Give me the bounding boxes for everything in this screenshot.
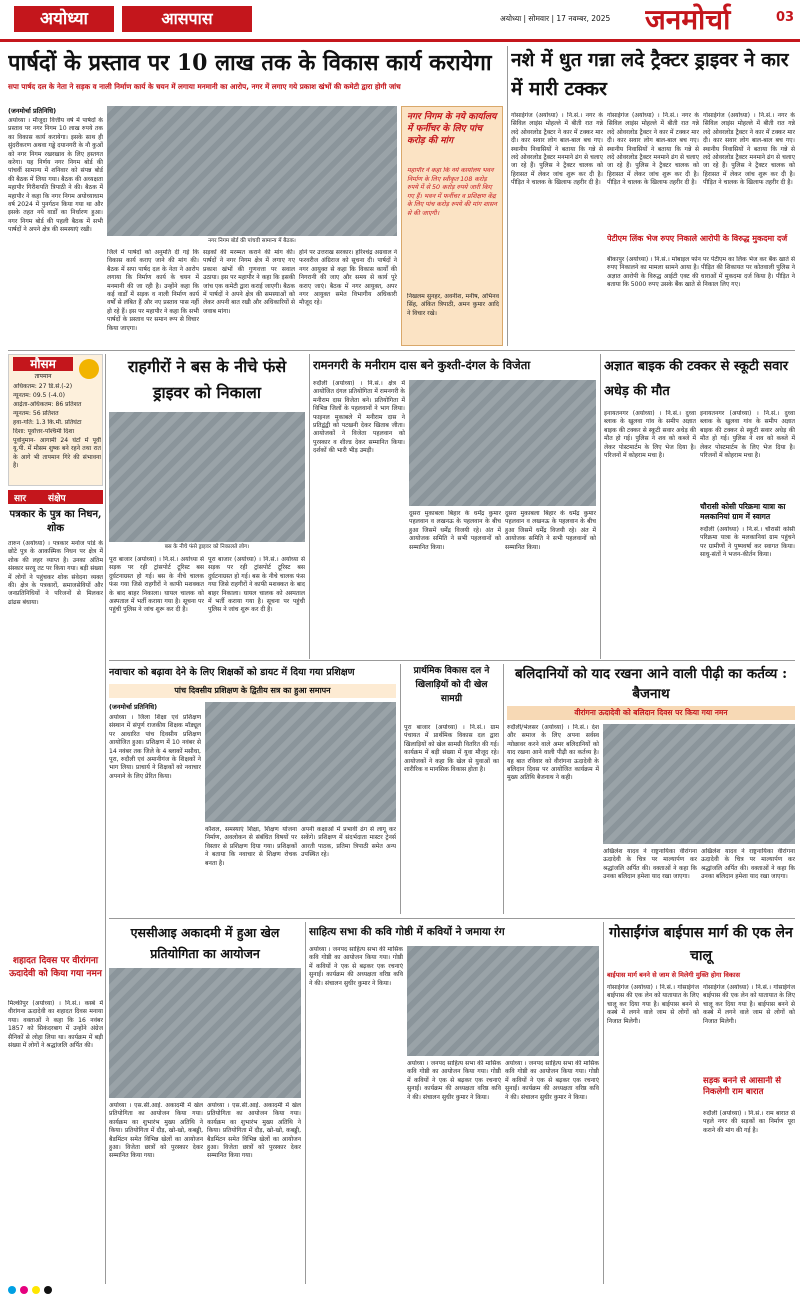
magenta-registration-mark: [20, 1286, 28, 1294]
a4-body-col2: दूसरा मुकाबला बिहार के धर्मेंद्र कुमार पहलवान व लखनऊ के पहलवान के बीच हुआ जिसमें धर्मेंद्र विजयी रहे। अंत में आयोजक समिति ने सभी पहलवानों को सम्मानित किया।: [409, 510, 501, 551]
furniture-box-text: महापौर ने कहा कि नये कार्यालय भवन निर्माण के लिए स्वीकृत 108 करोड़ रुपये में से 50 करोड़ रुपये जारी किए गए हैं। भवन में फर्नीचर व प्रशिक्षण केंद्र के लिए पांच करोड़ रुपये की मांग शासन से की जाएगी।: [407, 167, 497, 217]
a10-body-col1: अयोध्या । जनपद साहित्य सभा की मासिक कवि गोष्ठी का आयोजन किया गया। गोष्ठी में कवियों ने एक से बढ़कर एक रचनाएं सुनाईं। कार्यक्रम की अध्यक्षता वरिष्ठ कवि ने की। संचालन सुधीर कुमार ने किया।: [309, 946, 403, 987]
weather-line: दिशा: पूर्वोत्तर-पश्चिमी दिशा: [13, 428, 75, 435]
furniture-box-title: नगर निगम के नये कार्यालय में फर्नीचर के लिए पांच करोड़ की मांग: [407, 112, 497, 146]
weather-subtitle: तापमान: [34, 373, 52, 380]
a3-photo: [109, 412, 305, 542]
a6-body-col1: अयोध्या । जिला शिक्षा एवं प्रशिक्षण संस्थान में संपूर्ण राजकीय शिक्षक मॉड्यूल पर आधारित पांच दिवसीय प्रशिक्षण आयोजित हुआ। प्रशिक्षण में 10 नवंबर से 14 नवंबर तक जिले के 4 ब्लाकों मसौधा, पूरा, रुदौली एवं अमानीगंज के शिक्षकों ने भाग लिया। प्राचार्य ने शिक्षकों को नवाचार अपनाने के लिए प्रेरित किया।: [109, 714, 201, 780]
a3-body-col2: पूरा बाजार (अयोध्या) । नि.सं.। अयोध्या से सड़क पर रही ट्रांसपोर्ट टूरिस्ट बस दुर्घटनाग्रस्त हो गई। बस के नीचे चालक फंस गया जिसे राहगीरों ने काफी मशक्कत के बाद बाहर निकाला। घायल चालक को अस्पताल में भर्ती कराया गया है। सूचना पर पहुंची पुलिस ने जांच शुरू कर दी है।: [208, 556, 305, 614]
page-number: 03: [776, 10, 795, 25]
a3-body-col1: पूरा बाजार (अयोध्या) । नि.सं.। अयोध्या से सड़क पर रही ट्रांसपोर्ट टूरिस्ट बस दुर्घटनाग्रस्त हो गई। बस के नीचे चालक फंस गया जिसे राहगीरों ने काफी मशक्कत के बाद बाहर निकाला। घायल चालक को अस्पताल में भर्ती कराया गया है। सूचना पर पहुंची पुलिस ने जांच शुरू कर दी है।: [109, 556, 204, 614]
a8-body-col2: अखिलेश यादव ने राष्ट्रनायिका वीरांगना ऊदादेवी के चित्र पर माल्यार्पण कर श्रद्धांजलि अर्पित की। वक्ताओं ने कहा कि उनका बलिदान हमेशा याद रखा जाएगा।: [603, 848, 697, 881]
a5-headline: अज्ञात बाइक की टक्कर से स्कूटी सवार अधेड़ की मौत: [604, 359, 789, 399]
dateline: अयोध्या | सोमवार | 17 नवम्बर, 2025: [500, 14, 611, 23]
a6-body-col3: अपनी कक्षाओं में प्रभावी ढंग से लागू कर सकेंगे। प्रशिक्षण में संदर्भदाता मास्टर ट्रेनर्स आरती पाठक, प्रतिमा त्रिपाठी समेत अन्य उपस्थित रहे।: [301, 826, 396, 859]
a11-subheadline: बाईपास मार्ग बनने से जाम से मिलेगी मुक्ति होगा विकास: [607, 971, 740, 979]
a8-strip: वीरांगना ऊदादेवी को बलिदान दिवस पर किया गया नमन: [507, 706, 795, 720]
a3-headline: राहगीरों ने बस के नीचे फंसे ड्राइवर को निकाला: [127, 357, 287, 402]
a5-body-col1: इनायतनगर (अयोध्या) । नि.सं.। दुध्वा ब्लाक के खुलवा गांव के समीप अज्ञात बाइक की टक्कर से स्कूटी सवार अधेड़ की मौत हो गई। पुलिस ने शव को कब्जे में लेकर पोस्टमार्टम के लिए भेज दिया है। परिजनों में कोहराम मचा है।: [604, 410, 696, 460]
a3-photo-caption: बस के नीचे फंसे ड्राइवर को निकालते लोग।: [109, 542, 305, 552]
a1-body-col3: सड़कों की मरम्मत कराने की मांग की। पार्षदों ने नगर निगम क्षेत्र में लगाए गए प्रकाश खंभों की गुणवत्ता पर सवाल उठाया। इस पर महापौर ने कहा कि इसकी जांच एक कमेटी द्वारा कराई जाएगी। बैठक में पार्षदों ने अपने क्षेत्र की समस्याओं को लेकर अपनी बात रखी और अधिकारियों से जवाब मांगा।: [203, 249, 295, 315]
section-label-ayodhya: अयोध्या: [14, 6, 114, 32]
page-header: [0, 0, 800, 42]
a8-photo: [603, 724, 795, 844]
a4-body-col1: रुदौली (अयोध्या) । नि.सं.। क्षेत्र में आयोजित दंगल प्रतियोगिता में रामनगरी के मनीराम दास विजेता बने। प्रतियोगिता में विभिन्न जिलों के पहलवानों ने भाग लिया। फाइनल मुकाबले में मनीराम दास ने प्रतिद्वंद्वी को पटखनी देकर खिताब जीता। आयोजकों ने विजेता पहलवान को पुरस्कार व शील्ड देकर सम्मानित किया। दर्शकों की भारी भीड़ उमड़ी।: [313, 380, 405, 455]
a6-subheadline: पांच दिवसीय प्रशिक्षण के द्वितीय सत्र का हुआ समापन: [109, 684, 396, 698]
weather-box: [8, 354, 103, 486]
a10-photo: [407, 946, 599, 1056]
yellow-registration-mark: [32, 1286, 40, 1294]
furniture-box-tail: निखलम सुनहर, अवनीश, मनीष, अभिनव सिंह, अंकित त्रिपाठी, अमन कुमार आदि ने विचार रखे।: [407, 293, 499, 317]
sar-label: सार: [14, 494, 27, 503]
a9-body-col1: अयोध्या । एस.सी.आई. अकादमी में खेल प्रतियोगिता का आयोजन किया गया। कार्यक्रम का शुभारंभ मुख्य अतिथि ने किया। प्रतियोगिता में दौड़, खो-खो, कबड्डी, बैडमिंटन समेत विभिन्न खेलों का आयोजन हुआ। विजेता छात्रों को पुरस्कार देकर सम्मानित किया गया।: [109, 1102, 203, 1160]
sar-label-bar: [8, 490, 103, 504]
cyan-registration-mark: [8, 1286, 16, 1294]
a2-body-col3: गोसाईगंज (अयोध्या) । नि.सं.। नगर के सिविल लाइंस मोहल्ले में बीती रात गन्ने लदे ओवरलोड ट्रैक्टर ने कार में टक्कर मार दी। कार सवार लोग बाल-बाल बच गए। स्थानीय निवासियों ने बताया कि गन्ने से लदे ओवरलोड ट्रैक्टर मनमाने ढंग से चलाए जा रहे हैं। पुलिस ने ट्रैक्टर चालक को हिरासत में लेकर जांच शुरू कर दी है। पीड़ित ने चालक के खिलाफ तहरीर दी है।: [703, 112, 795, 187]
a11-body-col1: गोसाईगंज (अयोध्या) । नि.सं.। गोसाईगंज बाईपास की एक लेन को यातायात के लिए चालू कर दिया गया है। बाईपास बनने से कस्बे में लगने वाले जाम से लोगों को निजात मिलेगी।: [607, 984, 699, 1025]
sun-icon: [79, 359, 99, 379]
a1-photo: [107, 106, 397, 236]
a10-body-col2: अयोध्या । जनपद साहित्य सभा की मासिक कवि गोष्ठी का आयोजन किया गया। गोष्ठी में कवियों ने एक से बढ़कर एक रचनाएं सुनाईं। कार्यक्रम की अध्यक्षता वरिष्ठ कवि ने की। संचालन सुधीर कुमार ने किया।: [407, 1060, 501, 1101]
section-label-nearby: आसपास: [122, 6, 252, 32]
weather-title: मौसम: [13, 357, 73, 371]
a2-body-col2: गोसाईगंज (अयोध्या) । नि.सं.। नगर के सिविल लाइंस मोहल्ले में बीती रात गन्ने लदे ओवरलोड ट्रैक्टर ने कार में टक्कर मार दी। कार सवार लोग बाल-बाल बच गए। स्थानीय निवासियों ने बताया कि गन्ने से लदे ओवरलोड ट्रैक्टर मनमाने ढंग से चलाए जा रहे हैं। पुलिस ने ट्रैक्टर चालक को हिरासत में लेकर जांच शुरू कर दी है। पीड़ित ने चालक के खिलाफ तहरीर दी है।: [607, 112, 699, 187]
a7-body: पूरा बाजार (अयोध्या) । नि.सं.। ग्राम पंचायत में प्रार्थमिक विकास दल द्वारा खिलाड़ियों को खेल सामग्री वितरित की गई। कार्यक्रम में बड़ी संख्या में युवा मौजूद रहे। आयोजकों ने कहा कि खेल से युवाओं का शारीरिक व मानसिक विकास होता है।: [404, 724, 499, 774]
a4-body-col3: दूसरा मुकाबला बिहार के धर्मेंद्र कुमार पहलवान व लखनऊ के पहलवान के बीच हुआ जिसमें धर्मेंद्र विजयी रहे। अंत में आयोजक समिति ने सभी पहलवानों को सम्मानित किया।: [505, 510, 596, 551]
sar-h2: शहादत दिवस पर वीरांगना ऊदादेवी को किया गया नमन: [9, 956, 102, 979]
furniture-box: [401, 106, 503, 346]
a6-photo: [205, 702, 396, 822]
a1-body-col4: होने पर उत्तराख सरकार। हरिश्चंद्र अग्रवाल ने फरवरीज अंग्रिराज को सूचना दी। पार्षदों ने नगर आयुक्त से कहा कि विकास कार्यों की निगरानी की जाए और समय से कार्य पूरे कराए जाएं। बैठक में नगर आयुक्त, अपर नगर आयुक्त समेत विभागीय अधिकारी मौजूद रहे।: [299, 249, 397, 307]
a11-h2: सड़क बनने से आसानी से निकलेगी राम बारात: [703, 1076, 781, 1097]
a11-headline: गोसाईंगंज बाईपास मार्ग की एक लेन चालू: [609, 925, 793, 964]
masthead: जनमोर्चा: [645, 3, 731, 36]
sar-h1: पत्रकार के पुत्र का निधन, शोक: [9, 509, 102, 534]
weather-line: आर्द्रता-अधिकतम: 86 प्रतिशत: [13, 401, 82, 408]
a1-photo-caption: नगर निगम बोर्ड की पांचवी सामान्य में बैठक।: [107, 236, 397, 246]
a7-headline: प्रार्थमिक विकास दल ने खिलाड़ियों को दी खेल सामग्री: [413, 666, 490, 704]
a10-headline: साहित्य सभा की कवि गोष्ठी में कवियों ने जमाया रंग: [309, 926, 505, 938]
a6-headline: नवाचार को बढ़ावा देने के लिए शिक्षकों को डायट में दिया गया प्रशिक्षण: [109, 667, 355, 678]
a2b-body: बीकापुर (अयोध्या) । नि.सं.। मोबाइल फोन पर पेटीएम का लिंक भेज कर बैंक खाते से रुपए निकालने का मामला सामने आया है। पीड़ित की शिकायत पर कोतवाली पुलिस ने अज्ञात आरोपी के विरुद्ध आईटी एक्ट की धाराओं में मुकदमा दर्ज किया है। पीड़ित ने बताया कि 5000 रुपए उसके बैंक खाते से निकाल लिए गए।: [607, 256, 795, 289]
a5-body-col2: इनायतनगर (अयोध्या) । नि.सं.। दुध्वा ब्लाक के खुलवा गांव के समीप अज्ञात बाइक की टक्कर से स्कूटी सवार अधेड़ की मौत हो गई। पुलिस ने शव को कब्जे में लेकर पोस्टमार्टम के लिए भेज दिया है। परिजनों में कोहराम मचा है।: [700, 410, 795, 460]
a6-byline: (जनमोर्चा प्रतिनिधि): [109, 703, 158, 711]
print-registration-bar: [0, 1286, 800, 1295]
weather-line: अधिकतम: 27 डि.से.(-2): [13, 383, 73, 390]
a8-body-col3: अखिलेश यादव ने राष्ट्रनायिका वीरांगना ऊदादेवी के चित्र पर माल्यार्पण कर श्रद्धांजलि अर्पित की। वक्ताओं ने कहा कि उनका बलिदान हमेशा याद रखा जाएगा।: [701, 848, 795, 881]
a9-photo: [109, 968, 301, 1098]
a8-headline: बलिदानियों को याद रखना आने वाली पीढ़ी का कर्तव्य : बैजनाथ: [514, 666, 788, 702]
weather-line: हवा-गति: 1.3 कि.मी. प्रतिघंटा: [13, 419, 82, 426]
a5b-headline: चौरासी कोसी परिक्रमा यात्रा का मलकानियां ग्राम में स्वागत: [700, 502, 786, 521]
a1-subheadline: सपा पार्षद दल के नेता ने सड़क व नाली निर्माण कार्य के चयन में लगाया मनमानी का आरोप, नगर में लगाए गये प्रकाश खंभों की कमेटी द्वारा होगी जांच: [8, 82, 401, 91]
weather-line: न्यूनतम: 56 प्रतिशत: [13, 410, 59, 417]
a4-photo: [409, 380, 596, 506]
black-registration-mark: [44, 1286, 52, 1294]
sar-b2: मिल्कीपुर (अयोध्या) । नि.सं.। कस्बे में वीरांगना ऊदादेवी का शहादत दिवस मनाया गया। वक्ताओं ने कहा कि 16 नवंबर 1857 को सिकंदरबाग में उन्होंने अंग्रेज सैनिकों से लोहा लिया था। कार्यक्रम में बड़ी संख्या में लोगों ने श्रद्धांजलि अर्पित की।: [8, 1000, 103, 1050]
a11-body-col2: गोसाईगंज (अयोध्या) । नि.सं.। गोसाईगंज बाईपास की एक लेन को यातायात के लिए चालू कर दिया गया है। बाईपास बनने से कस्बे में लगने वाले जाम से लोगों को निजात मिलेगी।: [703, 984, 795, 1025]
a9-body-col2: अयोध्या । एस.सी.आई. अकादमी में खेल प्रतियोगिता का आयोजन किया गया। कार्यक्रम का शुभारंभ मुख्य अतिथि ने किया। प्रतियोगिता में दौड़, खो-खो, कबड्डी, बैडमिंटन समेत विभिन्न खेलों का आयोजन हुआ। विजेता छात्रों को पुरस्कार देकर सम्मानित किया गया।: [207, 1102, 301, 1160]
sankshep-label: संक्षेप: [48, 494, 66, 503]
a4-headline: रामनगरी के मनीराम दास बने कुश्ती-दंगल के विजेता: [313, 358, 531, 372]
a5b-body: रुदौली (अयोध्या) । नि.सं.। चौरासी कोसी परिक्रमा यात्रा के मलकानियां ग्राम पहुंचने पर ग्रामीणों ने पुष्पवर्षा कर स्वागत किया। साधु-संतों ने भजन-कीर्तन किया।: [700, 526, 795, 559]
a2b-headline: पेटीएम लिंक भेज रुपए निकाले आरोपी के विरुद्ध मुकदमा दर्ज: [607, 234, 788, 243]
a9-headline: एससीआइ अकादमी में हुआ खेल प्रतियोगिता का आयोजन: [130, 925, 280, 961]
a2-body-col1: गोसाईगंज (अयोध्या) । नि.सं.। नगर के सिविल लाइंस मोहल्ले में बीती रात गन्ने लदे ओवरलोड ट्रैक्टर ने कार में टक्कर मार दी। कार सवार लोग बाल-बाल बच गए। स्थानीय निवासियों ने बताया कि गन्ने से लदे ओवरलोड ट्रैक्टर मनमाने ढंग से चलाए जा रहे हैं। पुलिस ने ट्रैक्टर चालक को हिरासत में लेकर जांच शुरू कर दी है। पीड़ित ने चालक के खिलाफ तहरीर दी है।: [511, 112, 603, 187]
weather-forecast: पूर्वानुमान- आगामी 24 घंटों में पूर्वी यू.पी. में मौसम शुष्क बने रहने तथा रात के आगे भी तापमान गिरे की संभावना है।: [13, 437, 101, 470]
a1-body-col2: जिले में पार्षदों को अनुमति दी गई कि विकास कार्य कराए जाने की मांग की। बैठक में सपा पार्षद दल के नेता ने आरोप लगाया कि निर्माण कार्य के चयन में मनमानी की जा रही है। उन्होंने कहा कि कई वार्डों में सड़क व नाली निर्माण कार्य वर्षों से लंबित हैं और नए प्रस्ताव पास नहीं हो रहे हैं। इस पर महापौर ने कहा कि सभी पार्षदों के प्रस्ताव पर समान रूप से विचार किया जाएगा।: [107, 249, 199, 332]
a1-byline: (जनमोर्चा प्रतिनिधि): [8, 107, 57, 115]
a11-b2: रुदौली (अयोध्या) । नि.सं.। राम बारात से पहले नगर की सड़कों का निर्माण पूरा कराने की मांग की गई है।: [703, 1110, 795, 1134]
a2-headline: नशे में धुत गन्ना लदे ट्रैक्टर ड्राइवर ने कार में मारी टक्कर: [511, 49, 789, 100]
a1-headline: पार्षदों के प्रस्ताव पर 10 लाख तक के विकास कार्य करायेगा: [8, 50, 492, 76]
weather-line: न्यूनतम: 09.5 (-4.0): [13, 392, 65, 399]
a1-body-col1: अयोध्या । मौजूदा वित्तीय वर्ष में पार्षदों के प्रस्ताव पर नगर निगम 10 लाख रुपये तक का विकास कार्य करायेगा। इसके साथ ही सुंदरीकरण अथवा गड्ढे दयानगरी के नौ कुओं को नगर निगम रखरखाव के लिए हस्तगत करेगा। यह निर्णय नगर निगम बोर्ड की पांचवीं सामान्य में शनिवार को संपन्न बोर्ड की बैठक में लिया गया। बैठक की अध्यक्षता महापौर गिरीशपति त्रिपाठी ने की। बैठक में महापौर ने कहा कि नगर निगम अयोध्याधाम वर्ष 2024 में पुनर्गठन किया गया था और इसके तहत नये वार्डों का निर्धारण हुआ। नगर निगम बोर्ड की पहली बैठक में सभी पार्षदों ने अपने क्षेत्र की समस्याएं रखी।: [8, 117, 103, 234]
a10-body-col3: अयोध्या । जनपद साहित्य सभा की मासिक कवि गोष्ठी का आयोजन किया गया। गोष्ठी में कवियों ने एक से बढ़कर एक रचनाएं सुनाईं। कार्यक्रम की अध्यक्षता वरिष्ठ कवि ने की। संचालन सुधीर कुमार ने किया।: [505, 1060, 599, 1101]
a6-body-col2: कौशल, समस्याएं शिक्षा, शिक्षण योजना निर्माण, अवलोकन से संबंधित विषयों पर विस्तार से प्रशिक्षण दिया गया। प्रशिक्षकों ने बताया कि नवाचार से शिक्षण रोचक बनता है।: [205, 826, 297, 867]
sar-b1: तारुन (अयोध्या) । पत्रकार मनोज पांडे के छोटे पुत्र के आकस्मिक निधन पर क्षेत्र में शोक की लहर व्याप्त है। उनका अंतिम संस्कार सरयू तट पर किया गया। बड़ी संख्या में लोगों ने पहुंचकर शोक संवेदना व्यक्त की। क्षेत्र के पत्रकारों, समाजसेवियों और जनप्रतिनिधियों ने परिजनों से मिलकर ढांढस बंधाया।: [8, 540, 103, 606]
a8-body-col1: रुदौली/भेलसर (अयोध्या) । नि.सं.। देश और समाज के लिए अपना सर्वस्व न्योछावर करने वाले अमर बलिदानियों को याद रखना आने वाली पीढ़ी का कर्तव्य है। यह बात रविवार को वीरांगना ऊदादेवी के बलिदान दिवस पर आयोजित कार्यक्रम में मुख्य अतिथि बैजनाथ ने कही।: [507, 724, 599, 782]
